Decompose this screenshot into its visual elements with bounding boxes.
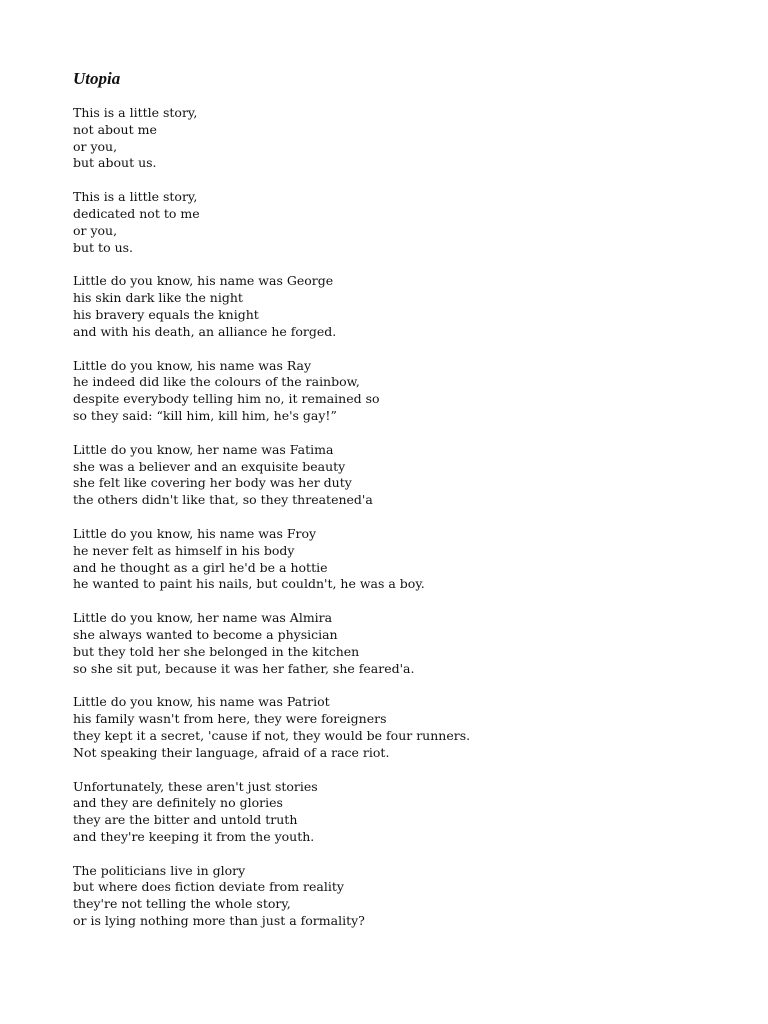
poem-line: or is lying nothing more than just a formality?	[73, 913, 365, 929]
poem-stanza	[73, 358, 733, 425]
poem-line: he indeed did like the colours of the rainbow,	[73, 374, 360, 390]
poem-line: his family wasn't from here, they were foreigners	[73, 711, 387, 727]
poem-line: so she sit put, because it was her father, she feared'a.	[73, 660, 415, 676]
poem-line: or you,	[73, 222, 118, 238]
poem-line: and with his death, an alliance he forged.	[73, 323, 337, 339]
poem-line: they kept it a secret, 'cause if not, they would be four runners.	[73, 727, 471, 743]
poem-line: This is a little story,	[73, 105, 198, 120]
poem-line: and he thought as a girl he'd be a hottie	[73, 559, 328, 575]
poem-line: Little do you know, his name was George	[73, 273, 334, 289]
poem-line: but where does fiction deviate from reality	[73, 879, 344, 895]
poem-stanza	[73, 442, 733, 509]
poem-line: not about me	[73, 121, 157, 137]
poem-line: Little do you know, his name was Froy	[73, 525, 317, 541]
poem-stanza	[73, 779, 733, 846]
poem-line: Unfortunately, these aren't just stories	[73, 778, 318, 794]
poem-line: Not speaking their language, afraid of a race riot.	[73, 744, 390, 760]
poem-line: and they're keeping it from the youth.	[73, 828, 315, 844]
poem-stanza	[73, 694, 733, 761]
poem-stanza	[73, 863, 733, 930]
poem-line: the others didn't like that, so they threatened'a	[73, 492, 373, 508]
poem-line: or you,	[73, 138, 118, 154]
poem-stanza	[73, 610, 733, 677]
poem-line: his bravery equals the knight	[73, 306, 259, 322]
poem-line: This is a little story,	[73, 189, 198, 205]
poem-line: she always wanted to become a physician	[73, 626, 338, 642]
document-page	[73, 68, 733, 947]
poem-line: Little do you know, his name was Ray	[73, 357, 312, 373]
poem-stanza	[73, 105, 733, 172]
poem-line: they are the bitter and untold truth	[73, 812, 298, 828]
poem-line: she was a believer and an exquisite beauty	[73, 458, 346, 474]
poem-line: but they told her she belonged in the kitchen	[73, 643, 360, 659]
poem-line: The politicians live in glory	[73, 862, 246, 878]
poem-line: Little do you know, his name was Patriot	[73, 694, 330, 710]
poem-stanza	[73, 526, 733, 593]
poem-line: Little do you know, her name was Fatima	[73, 441, 334, 457]
poem-line: she felt like covering her body was her duty	[73, 475, 352, 491]
poem-line: despite everybody telling him no, it remained so	[73, 391, 380, 407]
poem-stanza	[73, 189, 733, 256]
poem-line: he never felt as himself in his body	[73, 542, 295, 558]
poem-line: Little do you know, her name was Almira	[73, 610, 333, 626]
poem-line: so they said: “kill him, kill him, he's gay!”	[73, 407, 337, 423]
poem-line: but about us.	[73, 155, 157, 171]
poem-line: and they are definitely no glories	[73, 795, 283, 811]
poem-title: Utopia	[73, 69, 121, 88]
poem-line: his skin dark like the night	[73, 290, 243, 306]
poem-line: but to us.	[73, 239, 134, 255]
poem-line: dedicated not to me	[73, 205, 200, 221]
poem-line: they're not telling the whole story,	[73, 896, 291, 912]
poem-stanza	[73, 273, 733, 340]
poem-body	[73, 105, 733, 930]
poem-line: he wanted to paint his nails, but couldn't, he was a boy.	[73, 576, 425, 592]
